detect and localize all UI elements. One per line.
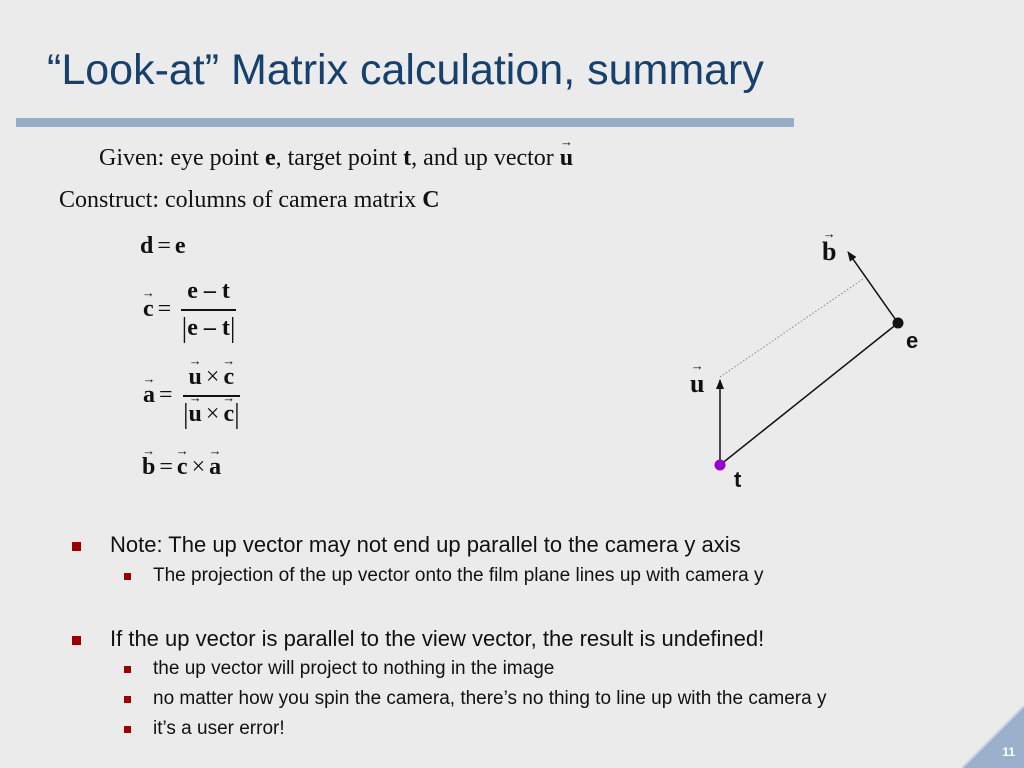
sub-bullet-item — [153, 688, 826, 710]
den-c-vector: → c — [223, 401, 234, 428]
eq-a-vector: → a — [143, 382, 155, 409]
diagram-label-e: e — [906, 328, 919, 353]
title-rule — [16, 118, 794, 127]
eq-times: × — [191, 454, 206, 480]
diagram-label-u: → u — [690, 369, 704, 399]
page-number: 11 — [1002, 745, 1015, 759]
given-line — [99, 145, 573, 172]
bullet-square-icon — [124, 573, 131, 580]
diagram-label-b: → b — [822, 237, 836, 267]
bullet-square-icon — [72, 636, 81, 645]
eq-equals: = — [159, 454, 173, 480]
num-u-vector: → u — [189, 364, 202, 391]
given-e: e — [264, 145, 276, 171]
sub-bullet-text: it’s a user error! — [153, 718, 285, 739]
equation-c — [143, 278, 236, 342]
fraction-a: → $\frac{u \times\to c}{|\to u \times\to c|}$ — [183, 364, 241, 428]
sub-bullet-text: the up vector will project to nothing in the image — [153, 658, 555, 679]
eq-equals: = — [157, 233, 171, 259]
eq-d: d — [140, 233, 154, 259]
eq-equals: = — [157, 296, 172, 323]
den-times: × — [205, 400, 220, 427]
eye-point-e — [893, 318, 904, 329]
sub-bullet-text: no matter how you spin the camera, there’s no thing to line up with the camera y — [153, 688, 827, 709]
eq-e: e — [174, 233, 186, 259]
lookat-diagram — [660, 225, 950, 505]
bullet-text: If the up vector is parallel to the view vector, the result is undefined! — [110, 626, 765, 651]
construct-line — [59, 187, 440, 214]
eq-a-vector: → a — [209, 454, 221, 481]
equation-a — [143, 364, 240, 428]
sub-bullet-item — [153, 718, 285, 740]
equation-d — [140, 233, 186, 260]
bullet-item — [110, 626, 764, 652]
den-u-vector: → u — [189, 401, 202, 428]
num-c-vector: → c — [223, 364, 234, 391]
construct-C: C — [422, 187, 440, 213]
bullet-square-icon — [124, 696, 131, 703]
eq-c-vector: → c — [177, 454, 188, 481]
given-mid1: , target point — [275, 145, 404, 171]
denominator-e-minus-t: e – t — [187, 314, 230, 341]
vector-b-arrow — [848, 252, 898, 323]
target-point-t — [715, 460, 726, 471]
num-times: × — [205, 364, 220, 390]
dotted-guide-line — [720, 279, 863, 377]
eq-b-vector: → b — [142, 454, 155, 481]
vector-t-to-e-line — [720, 323, 898, 465]
bullet-text: Note: The up vector may not end up parallel to the camera y axis — [110, 532, 741, 557]
bullet-square-icon — [124, 726, 131, 733]
numerator-e-minus-t: e – t — [187, 278, 230, 304]
bullet-item — [110, 532, 741, 558]
sub-bullet-text: The projection of the up vector onto the film plane lines up with camera y — [153, 565, 764, 586]
diagram-label-t: t — [734, 467, 742, 492]
equation-b — [142, 454, 221, 481]
eq-equals: = — [159, 382, 173, 409]
sub-bullet-item — [153, 565, 763, 587]
construct-text: Construct: columns of camera matrix — [59, 187, 423, 213]
given-t: t — [403, 145, 412, 171]
slide-title: “Look-at” Matrix calculation, summary — [47, 46, 764, 94]
eq-c-vector: → c — [143, 296, 154, 323]
bullet-square-icon — [124, 666, 131, 673]
given-mid2: , and up vector — [411, 145, 560, 171]
given-prefix: Given: eye point — [99, 145, 265, 171]
bullet-square-icon — [72, 542, 81, 551]
fraction-c: $\frac{e - t}{|e - t|}$ — [181, 278, 236, 344]
given-u-vector: → u — [560, 145, 573, 172]
sub-bullet-item — [153, 658, 554, 680]
